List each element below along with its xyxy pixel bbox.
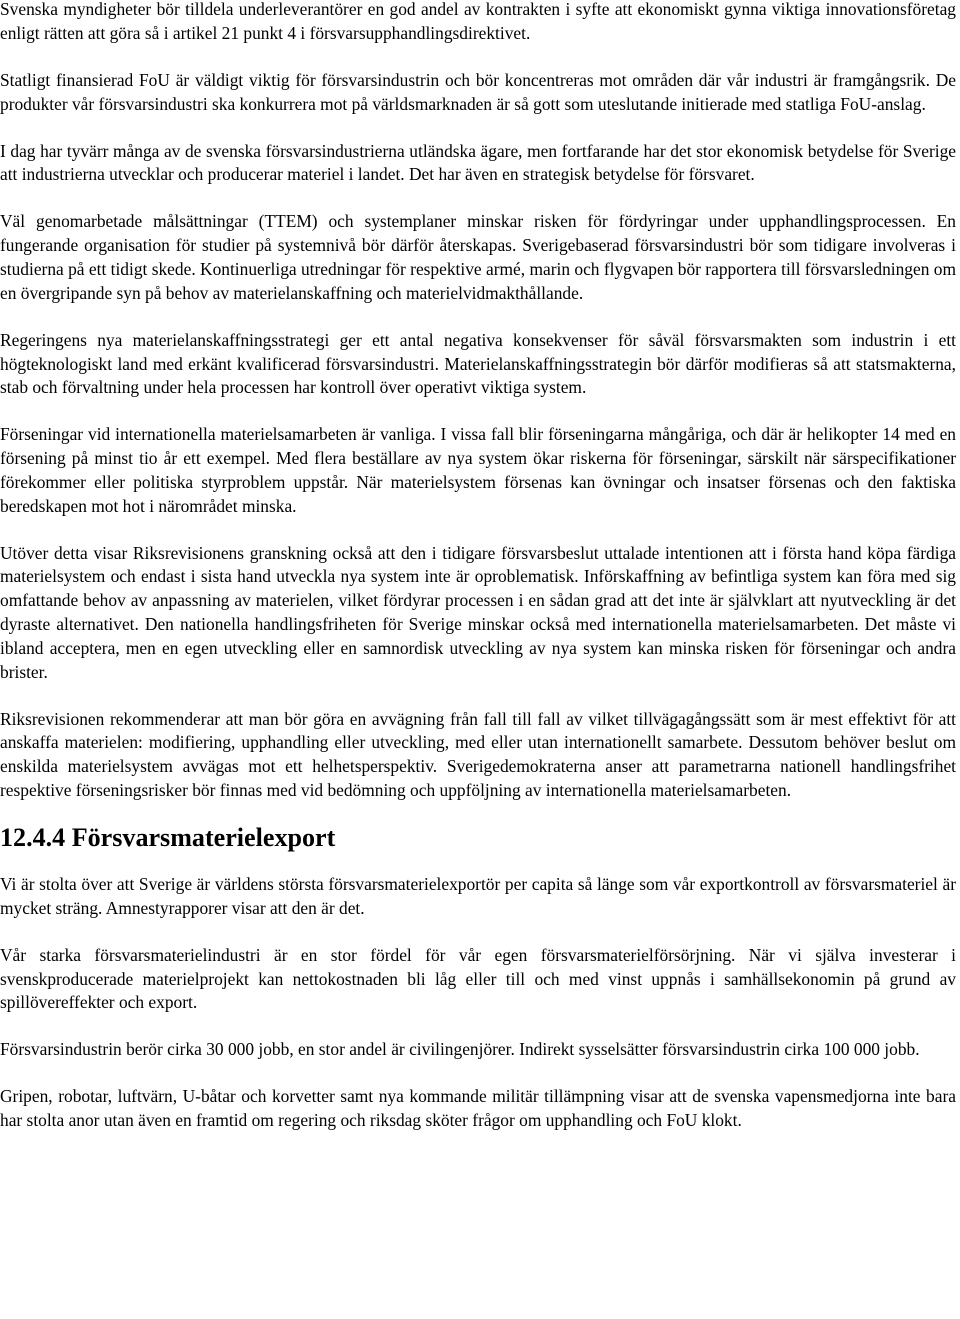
paragraph-industry-advantage: Vår starka försvarsmaterielindustri är en stor fördel för vår egen försvarsmaterielförsörjning. När vi själva investerar i svenskproducerade materielprojekt kan nettokostnaden bli låg eller till och med vinst uppnås i samhällsekonomin på grund av spillövereffekter och export.: [0, 944, 956, 1013]
paragraph-delays: Förseningar vid internationella materielsamarbeten är vanliga. I vissa fall blir förseningarna mångåriga, och där är helikopter 14 med en försening på minst tio år ett exempel. Med flera beställare av nya system ökar riskerna för förseningar, särskilt när särspecifikationer förekommer eller politiska styrproblem uppstår. När materielsystem försenas kan övningar och insatser försenas och den faktiska beredskapen mot hot i närområdet minska.: [0, 424, 956, 516]
section-heading: 12.4.4 Försvarsmaterielexport: [0, 823, 336, 853]
paragraph-gripen: Gripen, robotar, luftvärn, U-båtar och korvetter samt nya kommande militär tillämpning visar att de svenska vapensmedjorna inte bara har stolta anor utan även en framtid om regering och riksdag sköter frågor om upphandling och FoU klokt.: [0, 1086, 956, 1131]
paragraph-procurement-strategy: Regeringens nya materielanskaffningsstrategi ger ett antal negativa konsekvenser för såväl försvarsmakten som industrin i ett högteknologiskt land med erkänt kvalificerad försvarsindustri. Materielanskaffningsstrategin bör därför modifieras så att statsmakterna, stab och förvaltning under hela processen har kontroll över operativt viktiga system.: [0, 329, 956, 398]
paragraph-audit-recommendation: Riksrevisionen rekommenderar att man bör göra en avvägning från fall till fall av vilket tillvägagångssätt som är mest effektivt för att anskaffa materielen: modifiering, upphandling eller utveckling, med eller utan internationellt samarbete. Dessutom behöver beslut om enskilda materielsystem avvägas mot ett helhetsperspektiv. Sverigedemokraterna anser att parametrarna nationell handlingsfrihet respektive förseningsrisker bör finnas med vid bedömning och uppföljning av internationella materielsamarbeten.: [0, 708, 956, 801]
paragraph-system-plans: Väl genomarbetade målsättningar (TTEM) och systemplaner minskar risken för fördyringar under upphandlingsprocessen. En fungerande organisation för studier på systemnivå bör därför återskapas. Sverigebaserad försvarsindustri bör som tidigare involveras i studierna på ett tidigt skede. Kontinuerliga utredningar för respektive armé, marin och flygvapen bör rapportera till försvarsledningen om en övergripande syn på behov av materielanskaffning och materielvidmakthållande.: [0, 211, 956, 303]
paragraph-subcontractors: Svenska myndigheter bör tilldela underleverantörer en god andel av kontrakten i syfte att ekonomiskt gynna viktiga innovationsföretag enligt rätten att göra så i artikel 21 punkt 4 i försvarsupphandlingsdirektivet.: [0, 0, 956, 43]
paragraph-export-pride: Vi är stolta över att Sverige är världens största försvarsmaterielexportör per capita så länge som vår exportkontroll av försvarsmateriel är mycket sträng. Amnestyrapporer visar att den är det.: [0, 874, 956, 918]
paragraph-jobs: Försvarsindustrin berör cirka 30 000 jobb, en stor andel är civilingenjörer. Indirekt sysselsätter försvarsindustrin cirka 100 000 jobb.: [0, 1039, 920, 1060]
paragraph-state-funded-rnd: Statligt finansierad FoU är väldigt viktig för försvarsindustrin och bör koncentreras mot områden där vår industri är framgångsrik. De produkter vår försvarsindustri ska konkurrera mot på världsmarknaden är så gott som uteslutande initierade med statliga FoU-anslag.: [0, 69, 956, 114]
paragraph-audit-review: Utöver detta visar Riksrevisionens granskning också att den i tidigare försvarsbeslut uttalade intentionen att i första hand köpa färdiga materielsystem och endast i sista hand utveckla nya system inte är oproblematisk. Införskaffning av befintliga system kan föra med sig omfattande behov av anpassning av materielen, vilket fördyrar processen i en sådan grad att det inte är självklart att nyutveckling är det dyraste alternativet. Den nationella handlingsfriheten för Sverige minskar också med internationella materielsamarbeten. Det måste vi ibland acceptera, men en egen utveckling eller en samnordisk utveckling av nya system kan minska risken för förseningar och andra brister.: [0, 542, 956, 682]
paragraph-foreign-owners: I dag har tyvärr många av de svenska försvarsindustrierna utländska ägare, men fortfarande har det stor ekonomisk betydelse för Sverige att industrierna utvecklar och producerar materiel i landet. Det har även en strategisk betydelse för försvaret.: [0, 140, 956, 185]
